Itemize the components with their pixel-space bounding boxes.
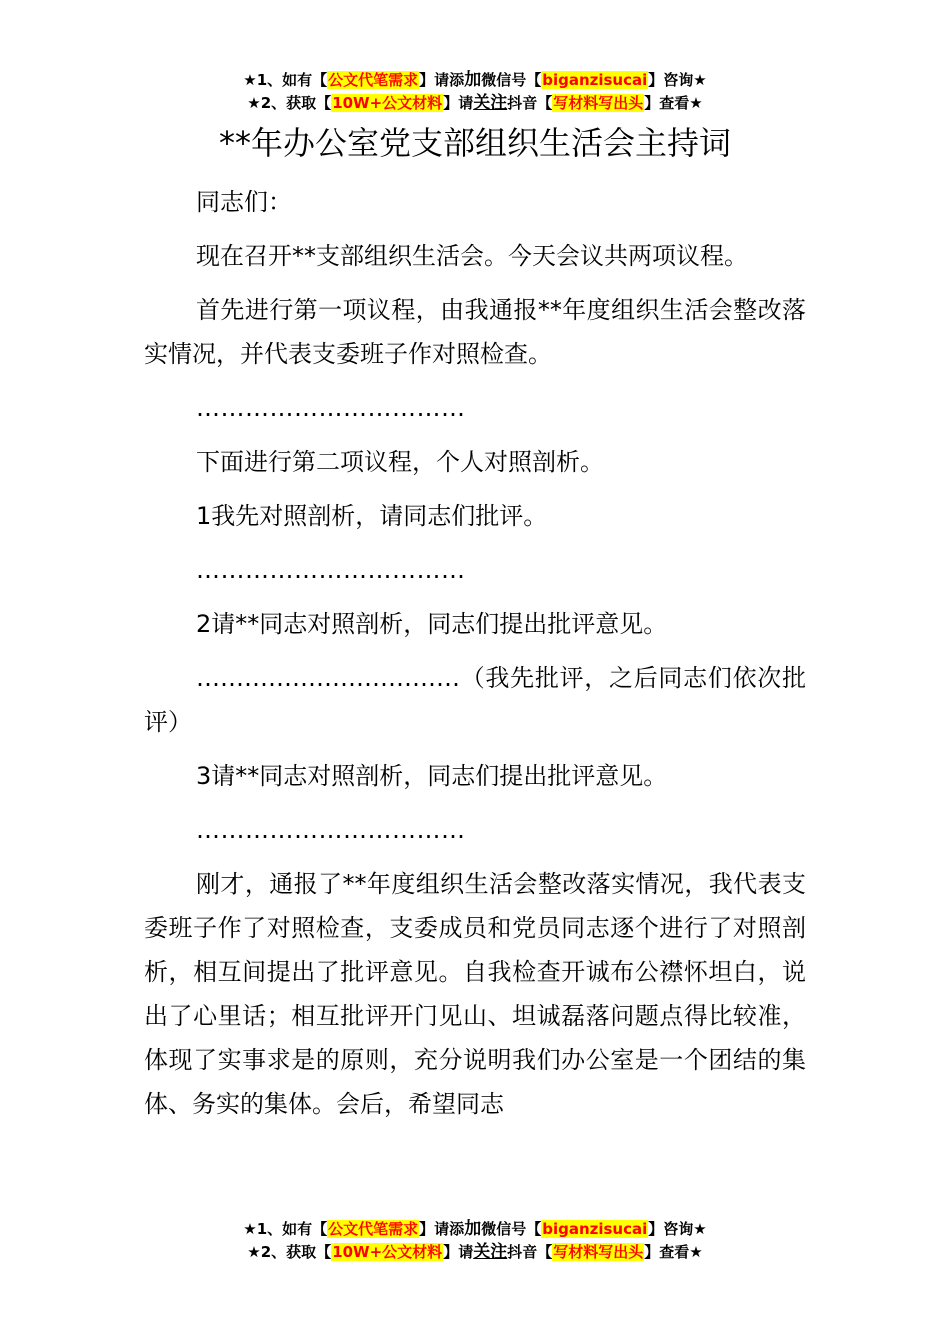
paragraph: 1我先对照剖析，请同志们批评。 — [196, 502, 548, 530]
banner-text: 】查看★ — [644, 94, 703, 112]
banner-text: 加 — [464, 70, 482, 90]
banner-text: 关注 — [473, 93, 508, 113]
banner-wechat-id: biganzisucai — [542, 71, 648, 89]
banner-text: 】请添 — [419, 71, 465, 89]
banner-douyin-name: 写材料写出头 — [553, 94, 644, 112]
banner-text: 关注 — [473, 1242, 508, 1262]
banner-highlight: 公文代笔需求 — [328, 71, 419, 89]
paragraph: ……………………………（我先批评，之后同志们依次批评） — [144, 664, 806, 736]
banner-text: 】请 — [443, 94, 474, 112]
banner-wechat-id: biganzisucai — [542, 1220, 648, 1238]
footer-banner — [0, 1218, 950, 1264]
banner-text: ★2、获取【 — [247, 1243, 332, 1261]
banner-highlight: 公文代笔需求 — [328, 1220, 419, 1238]
paragraph: 2请**同志对照剖析，同志们提出批评意见。 — [196, 610, 668, 638]
banner-text: 抖音【 — [507, 1243, 553, 1261]
paragraph: 首先进行第一项议程，由我通报**年度组织生活会整改落实情况，并代表支委班子作对照检查。 — [144, 296, 806, 368]
paragraph: 下面进行第二项议程，个人对照剖析。 — [196, 448, 604, 476]
ellipsis-line: …………………………… — [196, 394, 466, 422]
ellipsis-line: …………………………… — [196, 816, 466, 844]
banner-text: 抖音【 — [507, 94, 553, 112]
header-banner — [0, 69, 950, 115]
banner-text: 】请 — [443, 1243, 474, 1261]
banner-line-1 — [0, 69, 950, 92]
paragraph: 现在召开**支部组织生活会。今天会议共两项议程。 — [196, 242, 748, 270]
banner-text: 微信号【 — [481, 71, 542, 89]
banner-text: ★2、获取【 — [247, 94, 332, 112]
document-title: **年办公室党支部组织生活会主持词 — [218, 124, 731, 162]
banner-highlight: 10W+公文材料 — [332, 94, 443, 112]
ellipsis-line: …………………………… — [196, 556, 466, 584]
banner-douyin-name: 写材料写出头 — [553, 1243, 644, 1261]
banner-text: 】咨询★ — [648, 71, 707, 89]
banner-line-1 — [0, 1218, 950, 1241]
banner-highlight: 10W+公文材料 — [332, 1243, 443, 1261]
paragraph: 刚才，通报了**年度组织生活会整改落实情况，我代表支委班子作了对照检查，支委成员和党员同志逐个进行了对照剖析，相互间提出了批评意见。自我检查开诚布公襟怀坦白，说出了心里话；相互批评开门见山、坦诚磊落问题点得比较准，体现了实事求是的原则，充分说明我们办公室是一个团结的集体、务实的集体。会后，希望同志 — [144, 870, 806, 1118]
banner-text: 微信号【 — [481, 1220, 542, 1238]
banner-text: 】查看★ — [644, 1243, 703, 1261]
document-body — [144, 180, 806, 1136]
banner-text: 加 — [464, 1219, 482, 1239]
paragraph: 同志们： — [196, 188, 292, 216]
paragraph: 3请**同志对照剖析，同志们提出批评意见。 — [196, 762, 668, 790]
banner-text: 】咨询★ — [648, 1220, 707, 1238]
banner-text: 】请添 — [419, 1220, 465, 1238]
banner-line-2 — [0, 1241, 950, 1264]
banner-text: ★1、如有【 — [243, 1220, 328, 1238]
banner-text: ★1、如有【 — [243, 71, 328, 89]
banner-line-2 — [0, 92, 950, 115]
